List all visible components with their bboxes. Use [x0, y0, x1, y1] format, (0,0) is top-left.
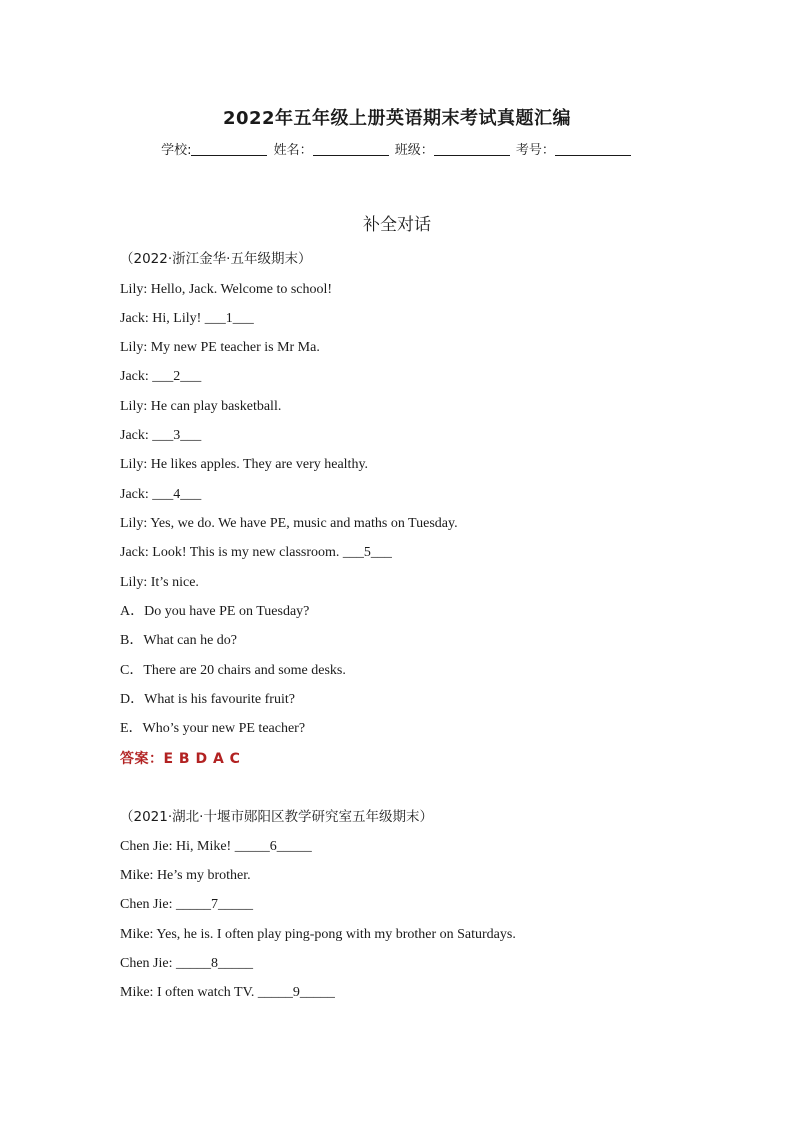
student-info-row [0, 139, 794, 158]
dialogue-line: Lily: Yes, we do. We have PE, music and maths on Tuesday. [120, 516, 458, 531]
exam-number-label: 考号： [515, 143, 555, 158]
option-line: A．Do you have PE on Tuesday? [120, 604, 310, 619]
name-label: 姓名： [273, 143, 313, 158]
class-blank[interactable] [434, 143, 510, 156]
dialogue-line: Lily: My new PE teacher is Mr Ma. [120, 340, 320, 355]
dialogue-line: Chen Jie: _____8_____ [120, 956, 253, 971]
dialogue-line: Lily: He can play basketball. [120, 399, 282, 414]
source-line: （2022·浙江金华·五年级期末） [120, 251, 312, 267]
dialogue-line: Mike: He’s my brother. [120, 868, 251, 883]
option-line: C．There are 20 chairs and some desks. [120, 663, 346, 678]
dialogue-line: Lily: He likes apples. They are very healthy. [120, 457, 369, 472]
source-line: （2021·湖北·十堰市郧阳区教学研究室五年级期末） [120, 809, 433, 825]
section-title: 补全对话 [363, 215, 431, 235]
document-title: 2022年五年级上册英语期末考试真题汇编 [222, 108, 572, 129]
class-label: 班级： [394, 143, 434, 158]
dialogue-line: Chen Jie: Hi, Mike! _____6_____ [120, 839, 312, 854]
dialogue-line: Jack: ___3___ [120, 428, 202, 443]
school-blank[interactable] [191, 143, 267, 156]
name-blank[interactable] [313, 143, 389, 156]
dialogue-line: Jack: ___2___ [120, 369, 202, 384]
dialogue-line: Jack: Look! This is my new classroom. ___5___ [120, 545, 392, 560]
option-line: D．What is his favourite fruit? [120, 692, 295, 707]
exam-number-blank[interactable] [555, 143, 631, 156]
school-label: 学校: [161, 143, 192, 158]
dialogue-line: Lily: Hello, Jack. Welcome to school! [120, 282, 333, 297]
option-line: B．What can he do? [120, 633, 238, 648]
dialogue-line: Lily: It’s nice. [120, 575, 199, 590]
dialogue-line: Jack: ___4___ [120, 487, 202, 502]
dialogue-line: Mike: I often watch TV. _____9_____ [120, 985, 335, 1000]
option-line: E．Who’s your new PE teacher? [120, 721, 306, 736]
dialogue-line: Mike: Yes, he is. I often play ping-pong with my brother on Saturdays. [120, 927, 516, 942]
answer-line: 答案：E B D A C [120, 751, 241, 767]
dialogue-line: Chen Jie: _____7_____ [120, 897, 253, 912]
dialogue-line: Jack: Hi, Lily! ___1___ [120, 311, 254, 326]
